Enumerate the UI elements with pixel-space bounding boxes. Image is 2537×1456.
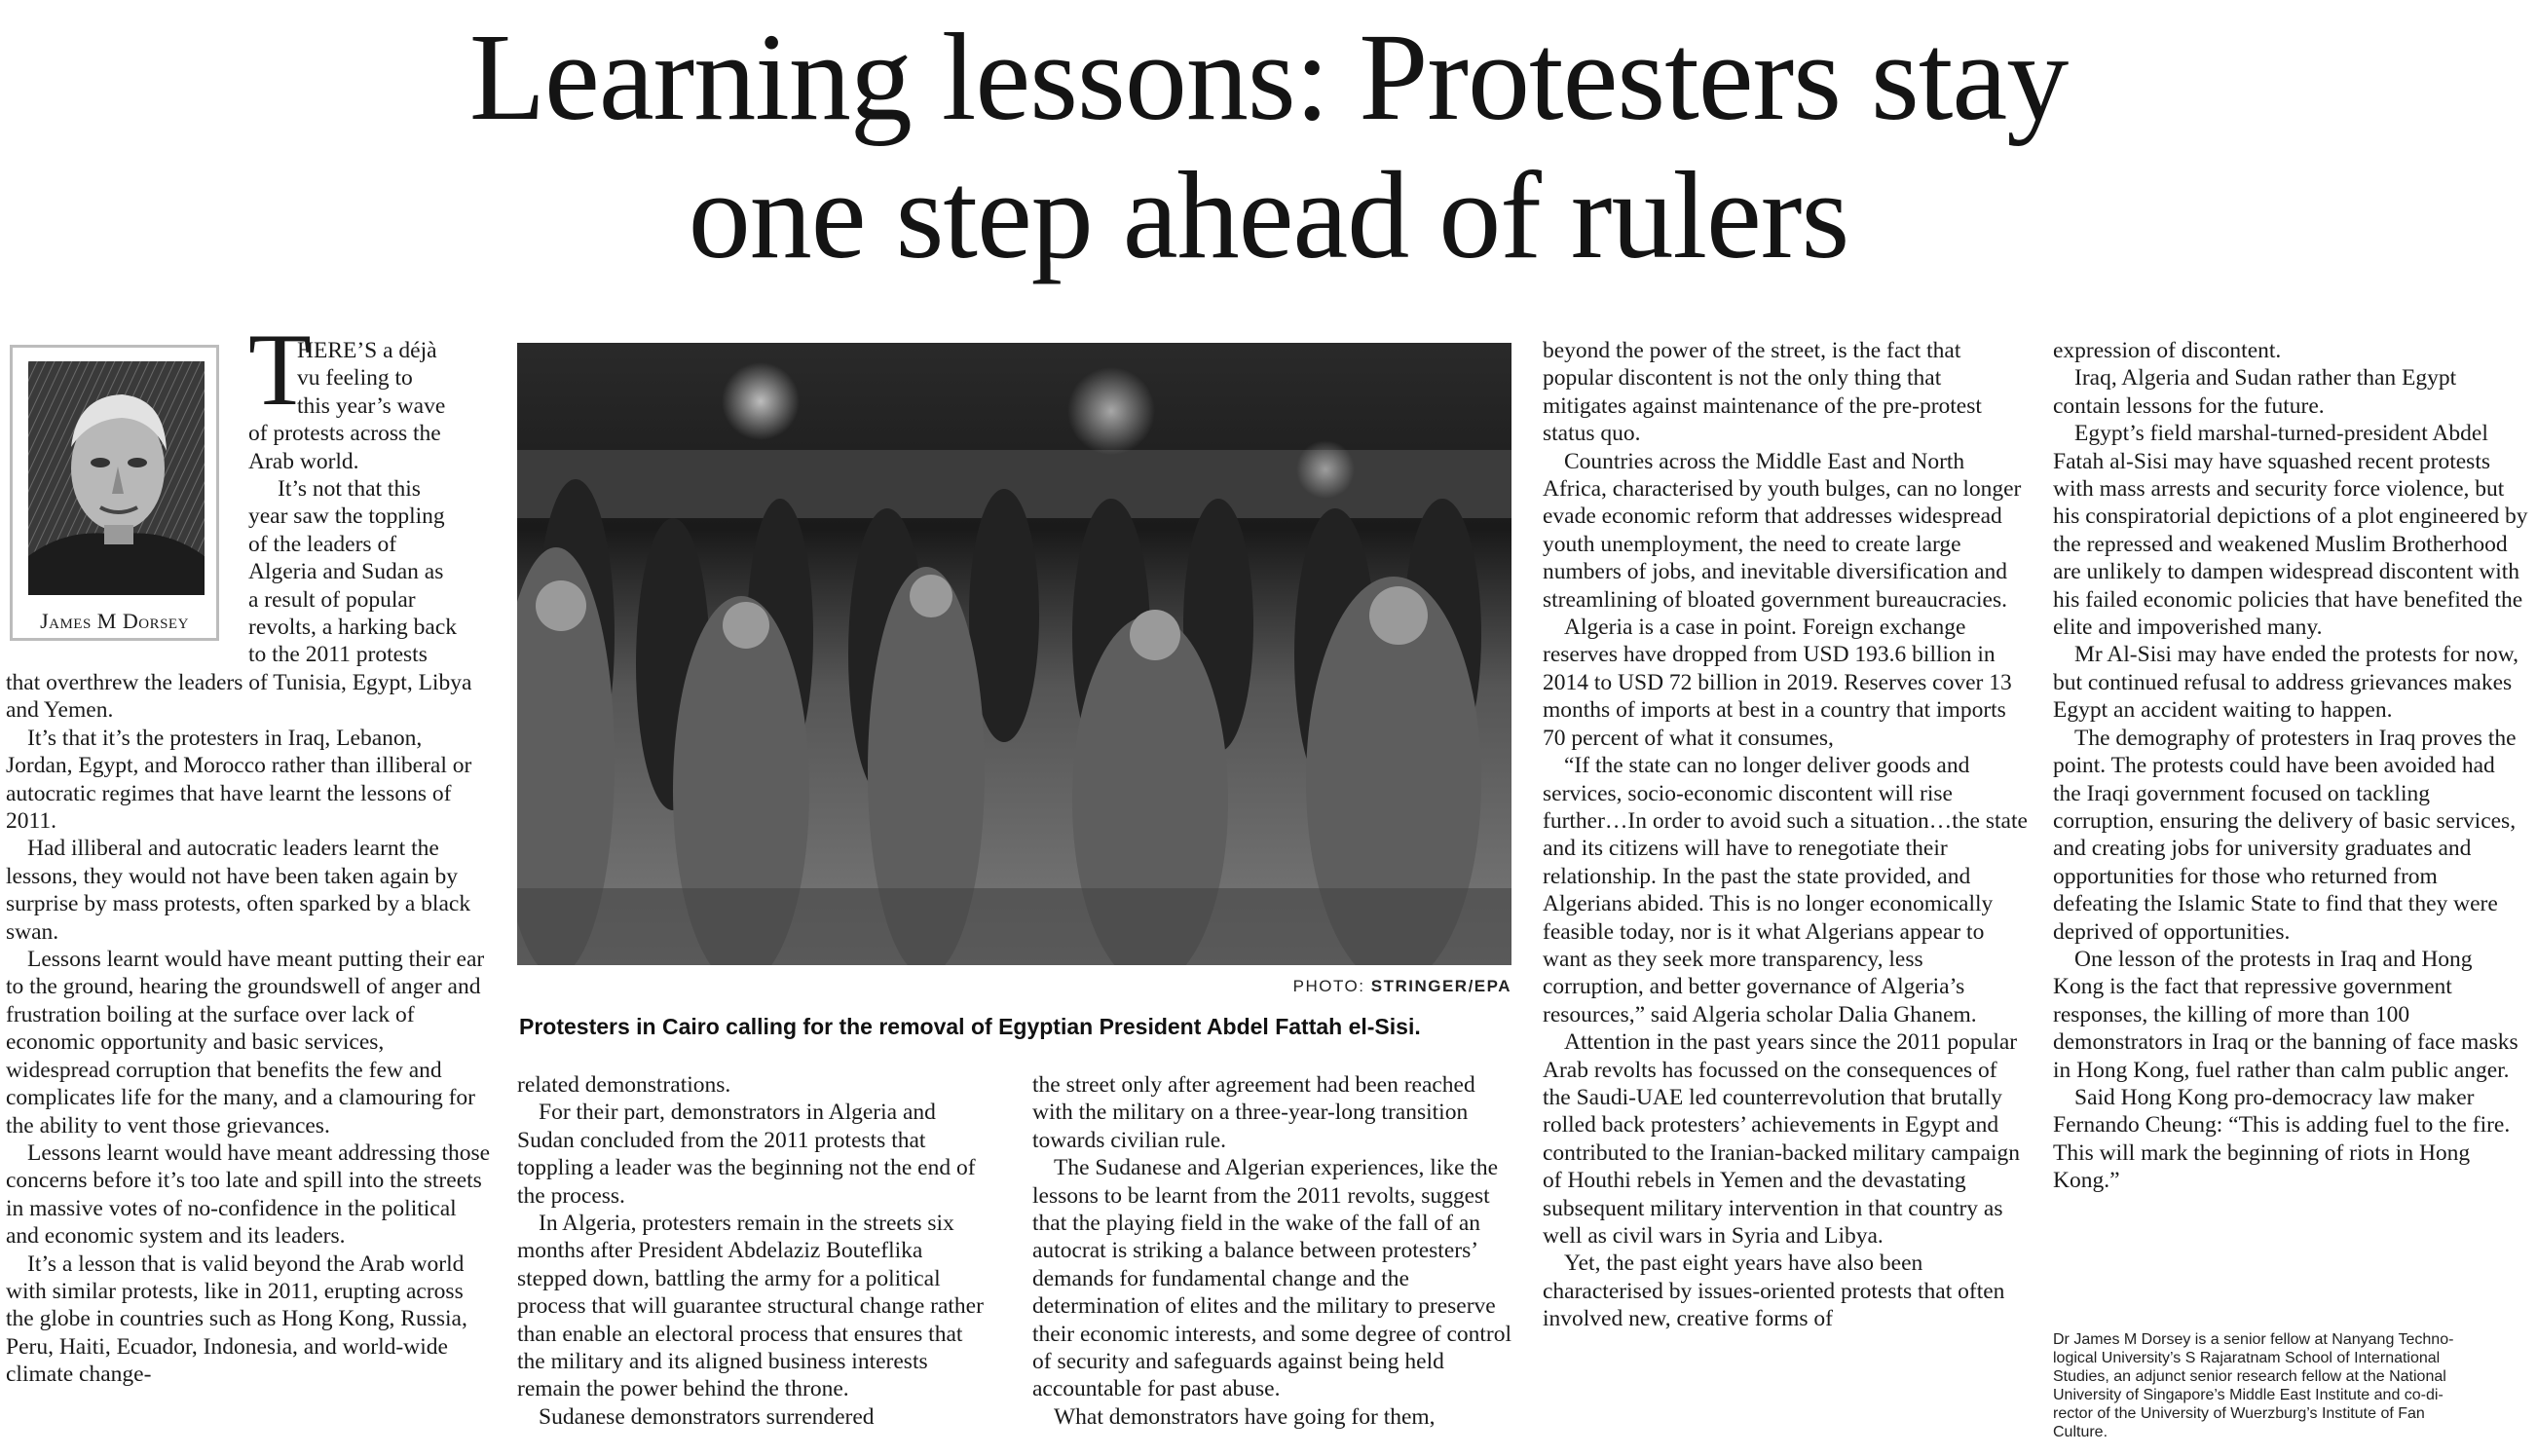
paragraph: Iraq, Algeria and Sudan rather than Egypt contain lessons for the future. bbox=[2053, 365, 2457, 419]
paragraph: For their part, demonstrators in Algeria and Sudan concluded from the 2011 protests that toppling a leader was the beginning not the end of the process. bbox=[517, 1100, 976, 1209]
author-bio bbox=[2053, 1330, 2520, 1441]
photo-credit bbox=[517, 977, 1511, 996]
paragraph: Algeria is a case in point. Foreign exchange reserves have dropped from USD 193.6 billion in 2014 to USD 72 billion in 2019. Reserves cover 13 months of imports at best in a country that imports 70 percent of what it consumes, bbox=[1543, 615, 2012, 751]
column-2 bbox=[517, 1071, 987, 1431]
wrap-line: to the 2011 protests bbox=[248, 642, 428, 668]
bio-line: logical University’s S Rajaratnam School of International bbox=[2053, 1350, 2441, 1366]
paragraph: The Sudanese and Algerian experiences, like the lessons to be learnt from the 2011 revolts, suggest that the playing field in the wake of the fall of an autocrat is striking a balance between protesters’ demands for fundamental change and the determination of elites and the military to preserve their economic interests, and some degree of control of security and safeguards against being held accountable for past abuse. bbox=[1032, 1155, 1512, 1402]
paragraph: expression of discontent. bbox=[2053, 338, 2282, 363]
wrap-line: HERE’S a déjà bbox=[297, 338, 437, 363]
author-portrait-photo bbox=[28, 361, 205, 595]
drop-cap: T bbox=[248, 313, 312, 427]
wrap-line: vu feeling to bbox=[297, 365, 413, 392]
paragraph: beyond the power of the street, is the fact that popular discontent is not the only thing that mitigates against maintenance of the pre-protest status quo. bbox=[1543, 338, 1982, 447]
wrap-line: year saw the toppling bbox=[248, 504, 445, 530]
bio-line: University of Singapore’s Middle East Institute and co-di- bbox=[2053, 1387, 2444, 1403]
wrap-line: of the leaders of bbox=[248, 531, 397, 557]
paragraph: Countries across the Middle East and North Africa, characterised by youth bulges, can no longer evade economic reform that addresses widespread youth unemployment, the need to create large numbers of jobs, and inevitable diversification and streamlining of bloated government bureaucracies. bbox=[1543, 448, 2022, 613]
photo-credit-prefix: PHOTO: bbox=[1292, 977, 1365, 995]
photo-credit-name: STRINGER/EPA bbox=[1370, 977, 1511, 995]
paragraph: Said Hong Kong pro-democracy law maker Fernando Cheung: “This is adding fuel to the fire. This will mark the beginning of riots in Hong Kong.” bbox=[2053, 1084, 2511, 1194]
headline-line-2: one step ahead of rulers bbox=[688, 146, 1849, 284]
paragraph: It’s that it’s the protesters in Iraq, Lebanon, Jordan, Egypt, and Morocco rather than illiberal or autocratic regimes that have learnt the lessons of 2011. bbox=[6, 725, 472, 835]
paragraph: Egypt’s field marshal-turned-president Abdel Fatah al-Sisi may have squashed recent protests with mass arrests and security force violence, but his conspiratorial depictions of a plot engineered by the repressed and weakened Muslim Brotherhood are unlikely to dampen widespread discontent with his failed economic policies that have benefited the elite and impoverished many. bbox=[2053, 421, 2528, 641]
paragraph: Yet, the past eight years have also been characterised by issues-oriented protests that often involved new, creative forms of bbox=[1543, 1251, 2005, 1332]
column-4 bbox=[1543, 337, 2030, 1333]
photo-caption: Protesters in Cairo calling for the removal of Egyptian President Abdel Fattah el-Sisi. bbox=[519, 1014, 1421, 1039]
paragraph: Sudanese demonstrators surrendered bbox=[539, 1403, 875, 1430]
paragraph: related demonstrations. bbox=[517, 1072, 731, 1098]
headline bbox=[0, 8, 2537, 284]
column-1-wrap bbox=[248, 337, 487, 669]
paragraph: Lessons learnt would have meant addressing those concerns before it’s too late and spill into the streets in massive votes of no-confidence in the political and economic system and its leaders. bbox=[6, 1139, 491, 1250]
paragraph: Attention in the past years since the 2011 popular Arab revolts has focussed on the consequences of the Saudi-UAE led counterrevolution that brutally rolled back protesters’ achievements in Egypt and contributed to the Iranian-backed military campaign of Houthi rebels in Yemen and the devastating subsequent military intervention in that country as well as civil wars in Syria and Libya. bbox=[1543, 1029, 2021, 1249]
wrap-line: Algeria and Sudan as bbox=[248, 559, 444, 585]
bio-line: Culture. bbox=[2053, 1424, 2108, 1440]
paragraph: Lessons learnt would have meant putting their ear to the ground, hearing the groundswell of anger and frustration boiling at the surface over lack of economic opportunity and basic services, widespread corruption that benefits the few and complicates life for the many, and a clamouring for the ability to vent those grievances. bbox=[6, 947, 485, 1139]
paragraph: Had illiberal and autocratic leaders learnt the lessons, they would not have been taken again by surprise by mass protests, often sparked by a black swan. bbox=[6, 836, 471, 945]
paragraph: What demonstrators have going for them, bbox=[1054, 1403, 1436, 1430]
bio-line: Dr James M Dorsey is a senior fellow at Nanyang Techno- bbox=[2053, 1331, 2454, 1348]
bio-line: rector of the University of Wuerzburg’s Institute of Fan bbox=[2053, 1405, 2425, 1422]
author-box bbox=[10, 345, 219, 641]
paragraph: “If the state can no longer deliver goods and services, socio-economic discontent will rise further…In order to avoid such a situation…the state and its citizens will have to renegotiate their relationship. In the past the state provided, and Algerians abided. This is no longer economically feasible today, nor is it what Algerians appear to want as they seek more transparency, less corruption, and better governance of Algeria’s resources,” said Algeria scholar Dalia Ghanem. bbox=[1543, 753, 2028, 1027]
paragraph: It’s a lesson that is valid beyond the Arab world with similar protests, like in 2011, erupting across the globe in countries such as Hong Kong, Russia, Peru, Haiti, Ecuador, Indonesia, and world-wide climate change- bbox=[6, 1251, 467, 1388]
author-byline: James M Dorsey bbox=[40, 609, 189, 633]
headline-line-1: Learning lessons: Protesters stay bbox=[468, 8, 2069, 146]
wrap-line: Arab world. bbox=[248, 448, 359, 474]
paragraph: Mr Al-Sisi may have ended the protests for now, but continued refusal to address grievances makes Egypt an accident waiting to happen. bbox=[2053, 642, 2518, 724]
wrap-line: of protests across the bbox=[248, 421, 441, 447]
bio-line: Studies, an adjunct senior research fellow at the National bbox=[2053, 1368, 2446, 1385]
column-5 bbox=[2053, 337, 2528, 1195]
paragraph: that overthrew the leaders of Tunisia, Egypt, Libya and Yemen. bbox=[6, 670, 472, 724]
column-3 bbox=[1032, 1071, 1521, 1431]
column-1 bbox=[6, 669, 493, 1389]
wrap-line: a result of popular bbox=[248, 586, 416, 613]
paragraph: The demography of protesters in Iraq proves the point. The protests could have been avoided had the Iraqi government focused on tackling corruption, ensuring the delivery of basic services, and creating jobs for university graduates and opportunities for those who returned from defeating the Islamic State to find that they were deprived of opportunities. bbox=[2053, 725, 2517, 945]
paragraph: the street only after agreement had been reached with the military on a three-year-long transition towards civilian rule. bbox=[1032, 1072, 1475, 1153]
wrap-line: revolts, a harking back bbox=[248, 615, 458, 641]
wrap-line: It’s not that this bbox=[278, 476, 421, 503]
protest-photo bbox=[517, 343, 1511, 965]
paragraph: In Algeria, protesters remain in the streets six months after President Abdelaziz Bouteflika stepped down, battling the army for a political process that will guarantee structural change rather than enable an electoral process that ensures that the military and its aligned business interests remain the power behind the throne. bbox=[517, 1211, 984, 1402]
paragraph: One lesson of the protests in Iraq and Hong Kong is the fact that repressive government responses, the killing of more than 100 demonstrators in Iraq or the banning of face masks in Hong Kong, fuel rather than calm public anger. bbox=[2053, 946, 2518, 1083]
wrap-line: this year’s wave bbox=[297, 392, 446, 419]
